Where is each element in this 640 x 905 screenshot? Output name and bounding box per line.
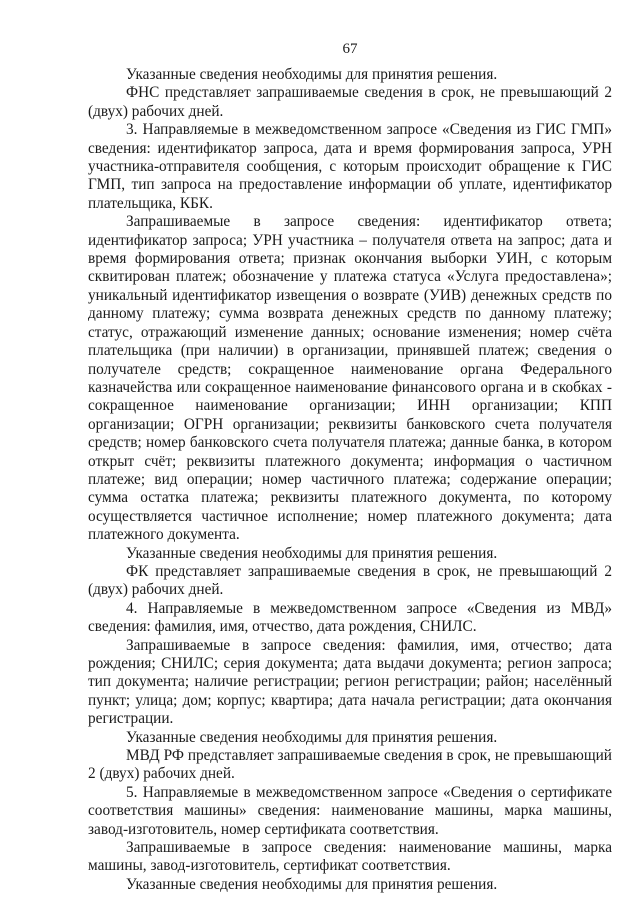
- paragraph-certificate-response: Запрашиваемые в запросе сведения: наименование машины, марка машины, завод-изготовитель, сертификат соответствия.: [88, 839, 612, 875]
- paragraph-decision-note-1: Указанные сведения необходимы для принятия решения.: [126, 66, 498, 83]
- paragraph-mvd-term: МВД РФ представляет запрашиваемые сведения в срок, не превышающий 2 (двух) рабочих дней.: [88, 747, 612, 783]
- paragraph-mvd-response: Запрашиваемые в запросе сведения: фамилия, имя, отчество; дата рождения; СНИЛС; серия документа; дата выдачи документа; регион запроса; тип документа; наличие регистрации; регион регистрации; район; населённый пункт; улица; дом; корпус; квартира; дата начала регистрации; дата окончания регистрации.: [88, 636, 612, 728]
- paragraph-fk-term: ФК представляет запрашиваемые сведения в срок, не превышающий 2 (двух) рабочих дней.: [88, 562, 612, 599]
- paragraph-decision-note-3: Указанные сведения необходимы для принятия решения.: [126, 728, 498, 746]
- paragraph-decision-note-4: Указанные сведения необходимы для принятия решения.: [126, 875, 498, 893]
- page-number: 67: [342, 41, 358, 57]
- paragraph-fns-term: ФНС представляет запрашиваемые сведения в срок, не превышающий 2 (двух) рабочих дней.: [88, 84, 612, 120]
- paragraph-gis-gmp-request: 3. Направляемые в межведомственном запросе «Сведения из ГИС ГМП» сведения: идентификатор запроса, дата и время формирования запроса, УРН участника-отправителя сообщения, с которым происходит обращение к ГИС ГМП, тип запроса на предоставление информации об уплате, идентификатор плательщика, КБК.: [88, 121, 612, 212]
- paragraph-mvd-request: 4. Направляемые в межведомственном запросе «Сведения из МВД» сведения: фамилия, имя, отчество, дата рождения, СНИЛС.: [88, 599, 612, 636]
- paragraph-gis-gmp-response: Запрашиваемые в запросе сведения: идентификатор ответа; идентификатор запроса; УРН участника – получателя ответа на запрос; дата и время формирования ответа; признак окончания выборки УИН, с которым сквитирован платеж; обозначение у платежа статуса «Услуга предоставлена»; уникальный идентификатор извещения о возврате (УИВ) денежных средств по данному платежу; сумма возврата денежных средств по данному платежу; статус, отражающий изменение данных; основание изменения; номер счёта плательщика (при наличии) в организации, принявшей платеж; сведения о получателе средств; сокращенное наименование органа Федерального казначейства или сокращенное наименование финансового органа и в скобках - сокращенное наименование организации; ИНН организации; КПП организации; ОГРН организации; реквизиты банковского счета получателя средств; номер банковского счета получателя платежа; данные банка, в котором открыт счёт; реквизиты платежного документа; информация о частичном платеже; вид операции; номер частичного платежа; содержание операции; сумма остатка платежа; реквизиты платежного документа, по которому осуществляется частичное исполнение; номер платежного документа; дата платежного документа.: [88, 213, 612, 544]
- paragraph-decision-note-2: Указанные сведения необходимы для принятия решения.: [126, 544, 498, 562]
- paragraph-certificate-request: 5. Направляемые в межведомственном запросе «Сведения о сертификате соответствия машины» сведения: наименование машины, марка машины, завод-изготовитель, номер сертификата соответствия.: [88, 783, 612, 838]
